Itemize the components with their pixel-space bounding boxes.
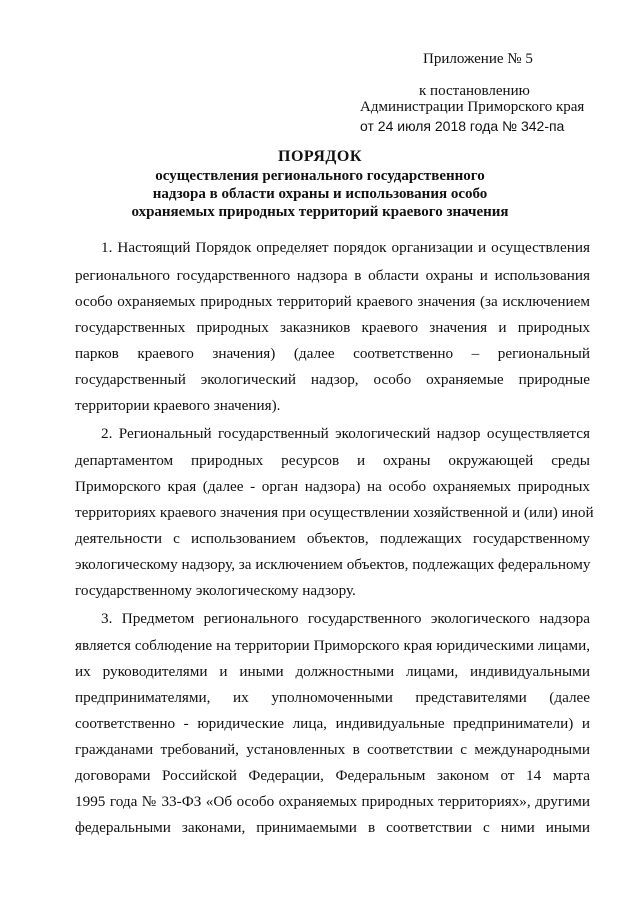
paragraph-2-line: Приморского края (далее - орган надзора) на особо охраняемых природных — [75, 478, 590, 495]
paragraph-2-line: деятельности с использованием объектов, подлежащих государственному — [75, 530, 590, 547]
paragraph-2-line: департаментом природных ресурсов и охраны окружающей среды — [75, 452, 590, 469]
document-subtitle-line: надзора в области охраны и использования особо — [152, 186, 488, 202]
paragraph-2-line: 2. Региональный государственный экологический надзор осуществляется — [101, 425, 590, 442]
paragraph-1-line: регионального государственного надзора в области охраны и использования — [75, 267, 590, 284]
paragraph-3-line: 1995 года № 33-ФЗ «Об особо охраняемых природных территориях», другими — [75, 793, 590, 810]
paragraph-3-line: договорами Российской Федерации, Федеральным законом от 14 марта — [75, 767, 590, 784]
paragraph-2-line: экологическому надзору, за исключением объектов, подлежащих федеральному — [75, 556, 591, 573]
paragraph-3-line: федеральными законами, принимаемыми в соответствии с ними иными — [75, 819, 590, 836]
appendix-label: Приложение № 5 — [423, 51, 533, 67]
paragraph-3-line: 3. Предметом регионального государственного экологического надзора — [101, 610, 590, 627]
paragraph-2-line: государственному экологическому надзору. — [75, 582, 356, 599]
paragraph-1-line: территории краевого значения). — [75, 397, 281, 414]
resolution-date-number: от 24 июля 2018 года № 342-па — [360, 118, 565, 134]
administration-label: Администрации Приморского края — [360, 99, 585, 115]
paragraph-3-line: соответственно - юридические лица, индивидуальные предприниматели) и — [75, 715, 590, 732]
paragraph-1-line: особо охраняемых природных территорий краевого значения (за исключением — [75, 293, 590, 310]
paragraph-3-line: предпринимателями, их уполномоченными представителями (далее — [75, 689, 590, 706]
paragraph-1-line: 1. Настоящий Порядок определяет порядок организации и осуществления — [101, 239, 590, 256]
paragraph-3-line: их руководителями и иными должностными лицами, индивидуальными — [75, 663, 590, 680]
paragraph-1-line: государственный экологический надзор, особо охраняемые природные — [75, 371, 590, 388]
resolution-label: к постановлению — [419, 83, 530, 99]
paragraph-3-line: является соблюдение на территории Приморского края юридическими лицами, — [75, 637, 590, 654]
paragraph-1-line: парков краевого значения) (далее соответственно – региональный — [75, 345, 590, 362]
paragraph-1-line: государственных природных заказников краевого значения и природных — [75, 319, 590, 336]
document-subtitle-line: охраняемых природных территорий краевого значения — [131, 204, 509, 220]
document-title: ПОРЯДОК — [278, 148, 362, 165]
paragraph-2-line: территориях краевого значения при осуществлении хозяйственной и (или) иной — [75, 504, 594, 521]
paragraph-3-line: гражданами требований, установленных в соответствии с международными — [75, 741, 590, 758]
document-subtitle-line: осуществления регионального государственного — [155, 168, 485, 184]
